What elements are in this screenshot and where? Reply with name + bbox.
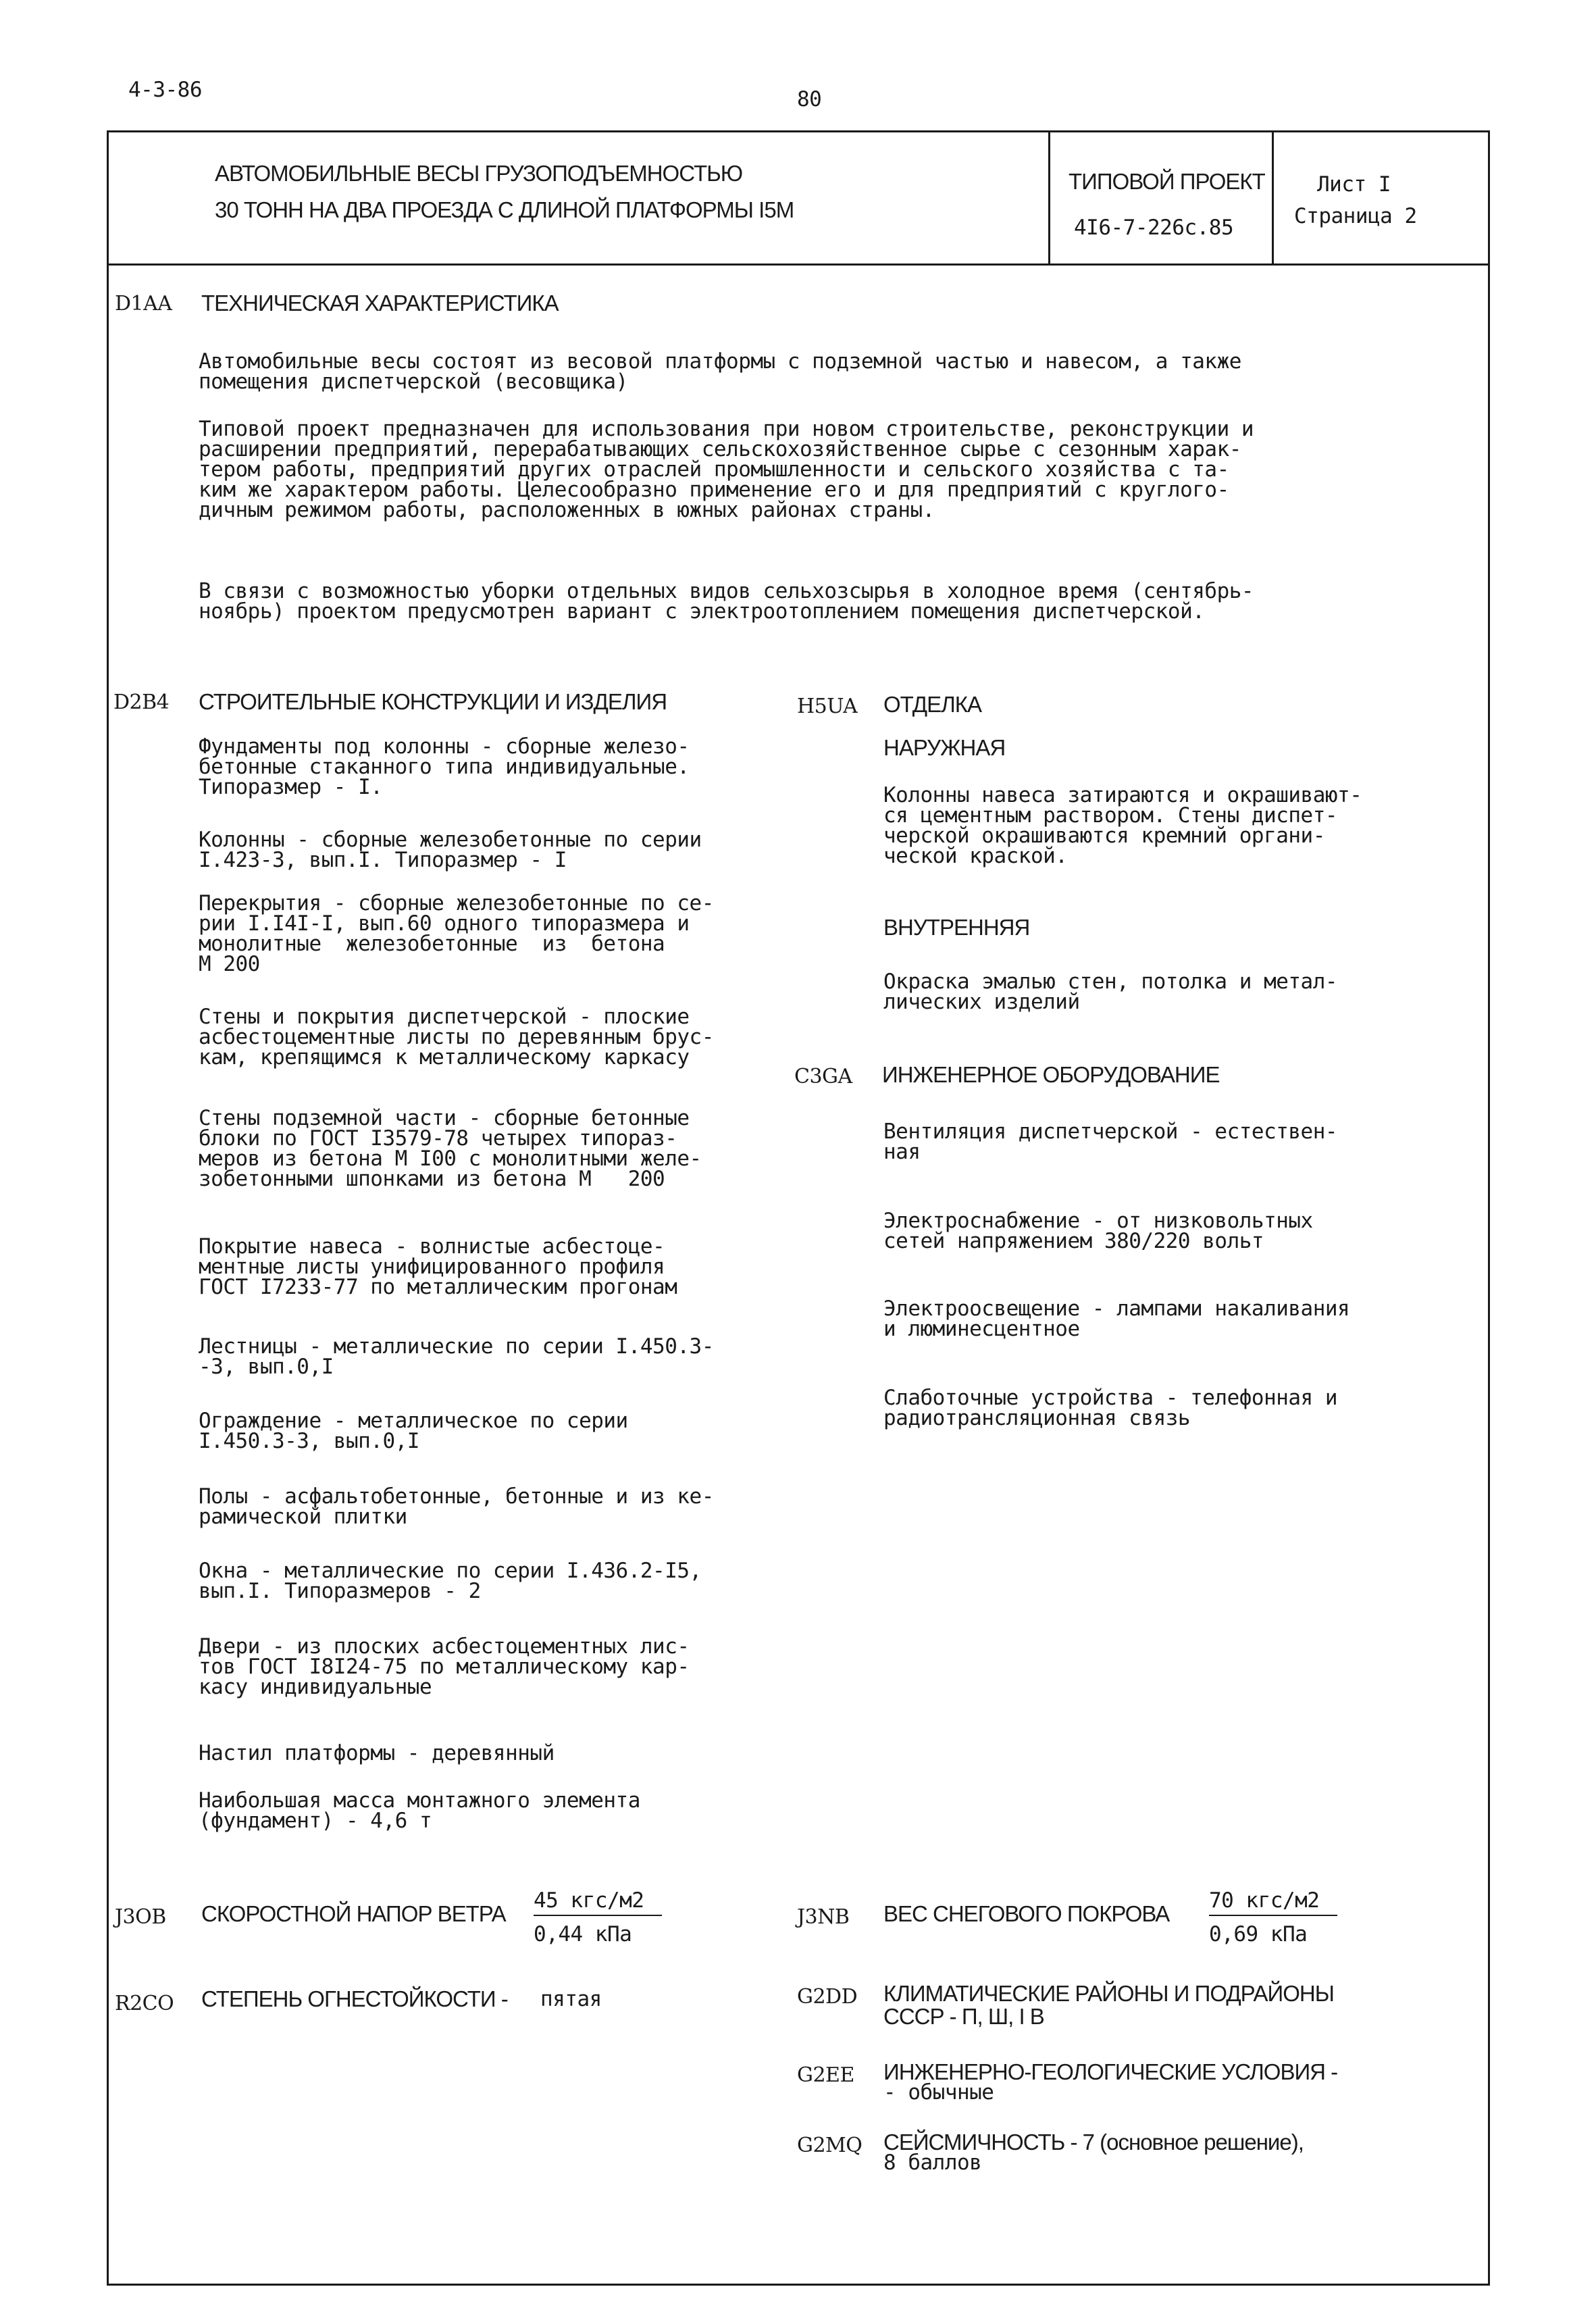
seismic-line-1: СЕЙСМИЧНОСТЬ - 7 (основное решение), xyxy=(883,2130,1304,2155)
wind-value-bottom: 0,44 кПа xyxy=(534,1922,632,1946)
page-number: 80 xyxy=(797,87,822,111)
fire-value: пятая xyxy=(540,1987,602,2011)
engineering-title: ИНЖЕНЕРНОЕ ОБОРУДОВАНИЕ xyxy=(882,1062,1220,1087)
engineering-item: Слаботочные устройства - телефонная и радиотрансляционная связь xyxy=(883,1386,1338,1430)
construction-item: Покрытие навеса - волнистые асбестоце- ментные листы унифицированного профиля ГОСТ I7233-77 по металлическим прогонам xyxy=(199,1234,677,1299)
construction-item: Стены подземной части - сборные бетонные блоки по ГОСТ I3579-78 четырех типораз- меров из бетона М I00 с монолитными желе- зобетонными шпонками из бетона М 200 xyxy=(199,1106,702,1191)
doc-number: 4-3-86 xyxy=(128,78,202,102)
wind-value-top: 45 кгс/м2 xyxy=(534,1888,644,1913)
construction-item: Полы - асфальтобетонные, бетонные и из ке- рамической плитки xyxy=(199,1484,714,1529)
construction-code: D2B4 xyxy=(113,690,170,714)
climate-line-1: КЛИМАТИЧЕСКИЕ РАЙОНЫ И ПОДРАЙОНЫ xyxy=(883,1981,1334,2006)
title-line-2: 30 ТОНН НА ДВА ПРОЕЗДА С ДЛИНОЙ ПЛАТФОРМЫ I5М xyxy=(215,197,794,222)
construction-item: Настил платформы - деревянный xyxy=(199,1741,555,1765)
snow-code: J3NB xyxy=(797,1905,850,1929)
construction-item: Стены и покрытия диспетчерской - плоские асбестоцементные листы по деревянным брус- кам, крепящимся к металлическому каркасу xyxy=(199,1005,714,1070)
construction-item: Наибольшая масса монтажного элемента (фундамент) - 4,6 т xyxy=(199,1788,640,1833)
tech-code: D1AA xyxy=(115,292,172,316)
engineering-item: Электроснабжение - от низковольтных сетей напряжением 380/220 вольт xyxy=(883,1209,1313,1253)
tech-paragraph-3: В связи с возможностью уборки отдельных видов сельхозсырья в холодное время (сентябрь- ноябрь) проектом предусмотрен вариант с электроотоплением помещения диспетчерской. xyxy=(199,579,1254,624)
finishing-outer-title: НАРУЖНАЯ xyxy=(883,735,1006,760)
header-divider xyxy=(107,263,1490,266)
climate-code: G2DD xyxy=(797,1985,858,2009)
sheet-label: Лист I xyxy=(1317,172,1391,197)
engineering-code: C3GA xyxy=(794,1065,852,1088)
geology-line-2: - обычные xyxy=(883,2080,994,2105)
header-col-divider-1 xyxy=(1048,130,1050,266)
finishing-title: ОТДЕЛКА xyxy=(883,692,981,717)
snow-value-top: 70 кгс/м2 xyxy=(1209,1888,1320,1913)
construction-title: СТРОИТЕЛЬНЫЕ КОНСТРУКЦИИ И ИЗДЕЛИЯ xyxy=(199,689,667,714)
construction-item: Окна - металлические по серии I.436.2-I5, вып.I. Типоразмеров - 2 xyxy=(199,1559,702,1603)
project-code: 4I6-7-226с.85 xyxy=(1074,216,1234,240)
wind-label: СКОРОСТНОЙ НАПОР ВЕТРА xyxy=(201,1901,506,1926)
engineering-item: Вентиляция диспетчерской - естествен- ная xyxy=(883,1120,1338,1164)
finishing-outer-text: Колонны навеса затираются и окрашивают- ся цементным раствором. Стены диспет- черской окрашиваются кремний органи- ческой краской. xyxy=(883,783,1362,868)
wind-fraction-line xyxy=(534,1915,662,1916)
tech-paragraph-1: Автомобильные весы состоят из весовой платформы с подземной частью и навесом, а также помещения диспетчерской (весовщика) xyxy=(199,349,1241,394)
finishing-inner-text: Окраска эмалью стен, потолка и метал- лических изделий xyxy=(883,970,1338,1014)
finishing-inner-title: ВНУТРЕННЯЯ xyxy=(883,915,1030,940)
construction-item: Колонны - сборные железобетонные по серии I.423-3, вып.I. Типоразмер - I xyxy=(199,828,702,872)
fire-label: СТЕПЕНЬ ОГНЕСТОЙКОСТИ - xyxy=(201,1986,513,2011)
seismic-line-2: 8 баллов xyxy=(883,2150,982,2175)
title-line-1: АВТОМОБИЛЬНЫЕ ВЕСЫ ГРУЗОПОДЪЕМНОСТЬЮ xyxy=(215,161,743,186)
construction-item: Лестницы - металлические по серии I.450.3- -3, вып.0,I xyxy=(199,1334,714,1379)
engineering-item: Электроосвещение - лампами накаливания и люминесцентное xyxy=(883,1297,1350,1341)
fire-code: R2CO xyxy=(115,1992,174,2015)
header-col-divider-2 xyxy=(1272,130,1274,266)
project-label: ТИПОВОЙ ПРОЕКТ xyxy=(1069,169,1265,194)
construction-item: Ограждение - металлическое по серии I.450.3-3, вып.0,I xyxy=(199,1409,628,1453)
tech-title: ТЕХНИЧЕСКАЯ ХАРАКТЕРИСТИКА xyxy=(201,291,559,316)
wind-code: J3OB xyxy=(115,1905,166,1929)
climate-line-2: СССР - П, Ш, I В xyxy=(883,2004,1044,2029)
construction-item: Двери - из плоских асбестоцементных лис- тов ГОСТ I8I24-75 по металлическому кар- касу индивидуальные xyxy=(199,1634,690,1699)
construction-item: Фундаменты под колонны - сборные железо- бетонные стаканного типа индивидуальные. Типоразмер - I. xyxy=(199,734,690,799)
page-label: Страница 2 xyxy=(1294,204,1417,228)
geology-line-1: ИНЖЕНЕРНО-ГЕОЛОГИЧЕСКИЕ УСЛОВИЯ - xyxy=(883,2059,1338,2084)
seismic-code: G2MQ xyxy=(797,2134,863,2157)
tech-paragraph-2: Типовой проект предназначен для использования при новом строительстве, реконструкции и расширении предприятий, перерабатывающих сельскохозяйственное сырье с сезонным харак- тером работы, предприятий других отраслей промышленности и сельского хозяйства с та- ким же характером работы. Целесообразно применение его и для предприятий с круглого- дичным режимом работы, расположенных в южных районах страны. xyxy=(199,417,1254,522)
snow-value-bottom: 0,69 кПа xyxy=(1209,1922,1308,1946)
geology-code: G2EE xyxy=(797,2063,854,2087)
construction-item: Перекрытия - сборные железобетонные по се- рии I.I4I-I, вып.60 одного типоразмера и монолитные железобетонные из бетона М 200 xyxy=(199,891,714,976)
finishing-code: H5UA xyxy=(797,695,858,718)
snow-fraction-line xyxy=(1209,1915,1337,1916)
snow-label: ВЕС СНЕГОВОГО ПОКРОВА xyxy=(883,1901,1170,1926)
